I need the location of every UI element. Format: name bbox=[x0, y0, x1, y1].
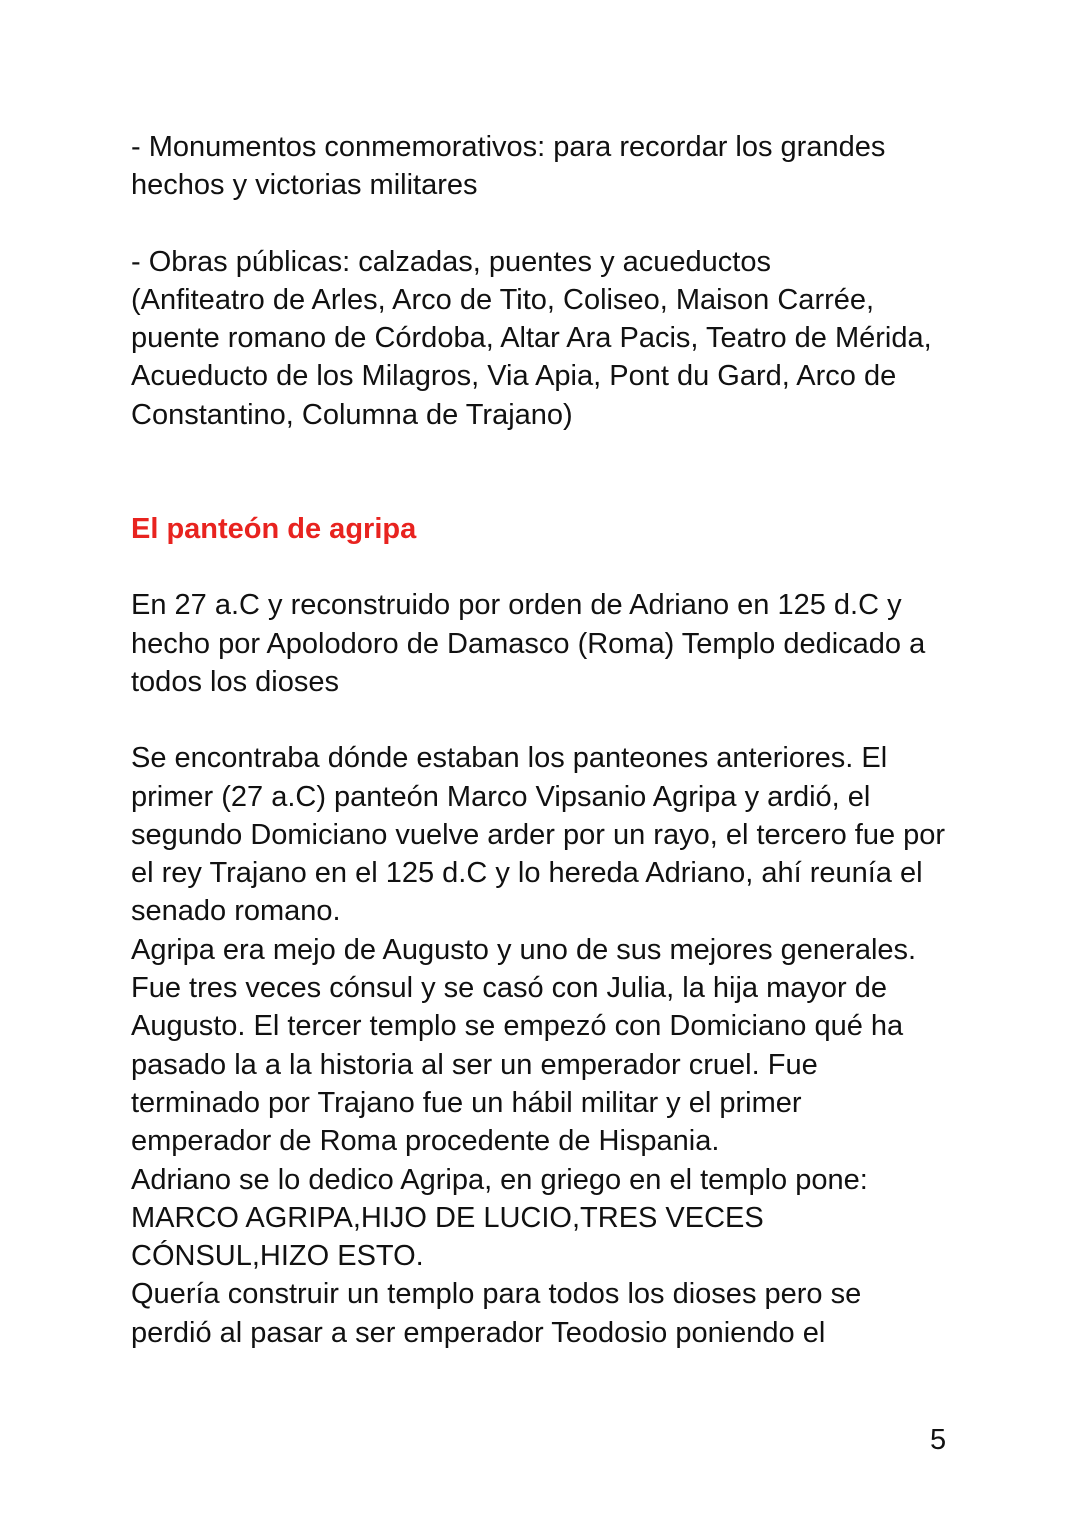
text-line: senado romano. bbox=[131, 895, 341, 928]
text-line: terminado por Trajano fue un hábil militar y el primer bbox=[131, 1086, 802, 1119]
text-line: pasado la a la historia al ser un emperador cruel. Fue bbox=[131, 1048, 818, 1081]
text-line: - Obras públicas: calzadas, puentes y acueductos bbox=[131, 245, 771, 278]
paragraph-gap bbox=[131, 205, 961, 243]
paragraph-gap bbox=[131, 548, 961, 586]
text-line: el rey Trajano en el 125 d.C y lo hereda Adriano, ahí reunía el bbox=[131, 857, 923, 890]
text-line: Acueducto de los Milagros, Via Apia, Pont du Gard, Arco de bbox=[131, 360, 897, 393]
section-gap bbox=[131, 434, 961, 510]
text-line: perdió al pasar a ser emperador Teodosio poniendo el bbox=[131, 1316, 826, 1349]
text-line: Se encontraba dónde estaban los panteones anteriores. El bbox=[131, 742, 888, 775]
page-number: 5 bbox=[930, 1424, 947, 1456]
text-line: puente romano de Córdoba, Altar Ara Pacis, Teatro de Mérida, bbox=[131, 322, 932, 355]
section-heading: El panteón de agripa bbox=[131, 513, 417, 546]
text-line: CÓNSUL,HIZO ESTO. bbox=[131, 1240, 424, 1273]
text-line: segundo Domiciano vuelve arder por un rayo, el tercero fue por bbox=[131, 818, 946, 851]
text-line: primer (27 a.C) panteón Marco Vipsanio Agripa y ardió, el bbox=[131, 780, 871, 813]
text-line: Adriano se lo dedico Agripa, en griego en el templo pone: bbox=[131, 1163, 868, 1196]
text-line: (Anfiteatro de Arles, Arco de Tito, Coliseo, Maison Carrée, bbox=[131, 283, 875, 316]
text-line: - Monumentos conmemorativos: para recordar los grandes bbox=[131, 131, 886, 163]
history-paragraph bbox=[131, 739, 961, 1352]
text-line: Augusto. El tercer templo se empezó con Domiciano qué ha bbox=[131, 1010, 904, 1043]
public-works-paragraph bbox=[131, 243, 961, 434]
text-line: hechos y victorias militares bbox=[131, 169, 478, 202]
text-line: Quería construir un templo para todos los dioses pero se bbox=[131, 1278, 862, 1311]
text-line: MARCO AGRIPA,HIJO DE LUCIO,TRES VECES bbox=[131, 1201, 764, 1234]
text-line: Fue tres veces cónsul y se casó con Julia, la hija mayor de bbox=[131, 972, 887, 1005]
text-line: Constantino, Columna de Trajano) bbox=[131, 398, 573, 431]
text-line: hecho por Apolodoro de Damasco (Roma) Templo dedicado a bbox=[131, 627, 926, 660]
text-line: Agripa era mejo de Augusto y uno de sus mejores generales. bbox=[131, 933, 917, 966]
commemorative-paragraph bbox=[131, 128, 961, 205]
text-line: En 27 a.C y reconstruido por orden de Adriano en 125 d.C y bbox=[131, 589, 902, 622]
paragraph-gap bbox=[131, 701, 961, 739]
intro-paragraph bbox=[131, 586, 961, 701]
document-page bbox=[131, 128, 961, 1352]
text-line: emperador de Roma procedente de Hispania. bbox=[131, 1125, 720, 1158]
text-line: todos los dioses bbox=[131, 665, 339, 698]
